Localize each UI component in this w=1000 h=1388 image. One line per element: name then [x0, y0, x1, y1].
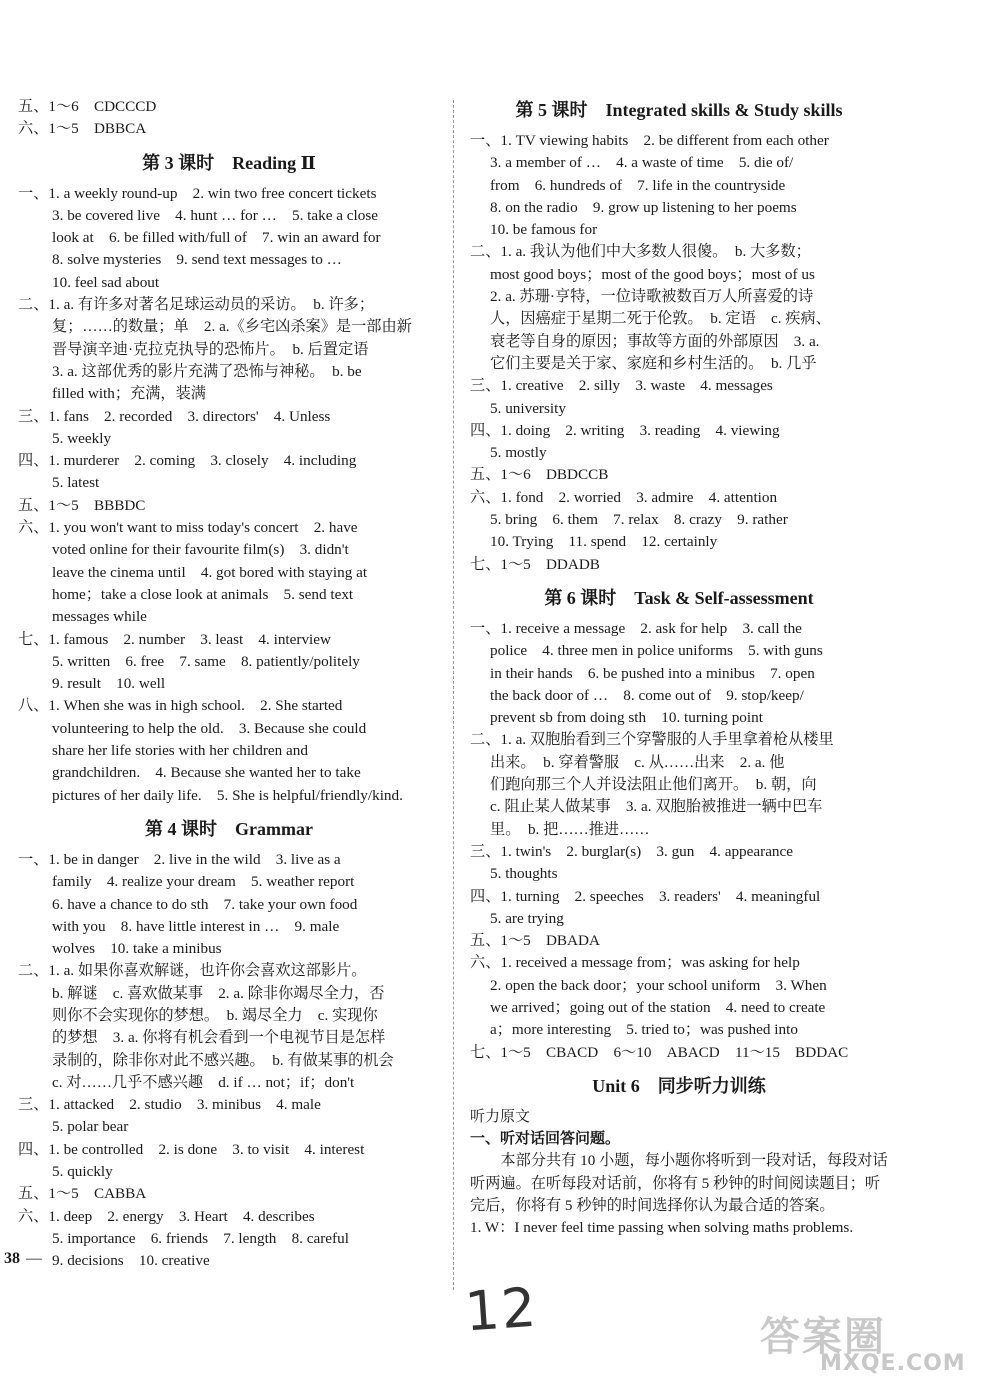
left-lesson-title: 第 4 课时 Grammar	[145, 818, 313, 839]
left-answer-line: 五、1～5 BBBDC	[18, 496, 146, 514]
right-answer-line: 1. W：I never feel time passing when solving maths problems.	[470, 1219, 854, 1237]
left-answer-line: 9. result 10. well	[52, 675, 166, 693]
watermark-url: MXQE.COM	[820, 1351, 966, 1376]
handwritten-mark: 12	[462, 1275, 540, 1344]
left-answer-line: 一、1. be in danger 2. live in the wild 3. live as a	[18, 850, 341, 868]
left-answer-line: 5. latest	[52, 474, 100, 492]
right-answer-line: 五、1～6 DBDCCB	[470, 466, 609, 484]
right-subheading: 一、听对话回答问题。	[470, 1131, 621, 1148]
left-answer-line: 则你不会实现你的梦想。 b. 竭尽全力 c. 实现你	[52, 1006, 378, 1024]
right-answer-line: 里。 b. 把……推进……	[490, 820, 650, 838]
left-answer-line: 3. a. 这部优秀的影片充满了恐怖与神秘。 b. be	[52, 362, 362, 380]
right-answer-line: 二、1. a. 我认为他们中大多数人很傻。 b. 大多数；	[470, 243, 811, 261]
right-answer-line: 出来。 b. 穿着警服 c. 从……出来 2. a. 他	[490, 753, 785, 771]
right-answer-line: 六、1. fond 2. worried 3. admire 4. attention	[470, 488, 778, 506]
right-lesson-title: 第 5 课时 Integrated skills & Study skills	[515, 100, 843, 120]
right-answer-line: 四、1. doing 2. writing 3. reading 4. viewing	[470, 421, 780, 439]
right-answer-line: 2. a. 苏珊·亨特，一位诗歌被数百万人所喜爱的诗	[490, 288, 814, 306]
left-answer-line: 8. solve mysteries 9. send text messages to …	[52, 251, 342, 269]
left-answer-line: b. 解谜 c. 喜欢做某事 2. a. 除非你竭尽全力，否	[52, 984, 385, 1002]
watermark-logo: 答案圈	[760, 1314, 886, 1360]
left-answer-line: messages while	[52, 608, 147, 626]
right-answer-line: 七、1～5 CBACD 6～10 ABACD 11～15 BDDAC	[470, 1043, 849, 1061]
left-answer-line: filled with；充满，装满	[52, 385, 206, 403]
right-answer-line: prevent sb from doing sth 10. turning point	[490, 709, 763, 727]
right-answer-line: police 4. three men in police uniforms 5. with guns	[490, 642, 823, 660]
right-answer-line: 五、1～5 DBADA	[470, 932, 600, 950]
left-answer-line: 的梦想 3. a. 你将有机会看到一个电视节目是怎样	[52, 1029, 386, 1047]
left-answer-line: share her life stories with her children and	[52, 742, 308, 760]
left-answer-line: voted online for their favourite film(s) 3. didn't	[52, 541, 349, 559]
right-answer-line: 衰老等自身的原因；事故等方面的外部原因 3. a.	[490, 332, 820, 350]
right-answer-line: 四、1. turning 2. speeches 3. readers' 4. meaningful	[470, 887, 821, 905]
watermark	[760, 1305, 990, 1385]
left-answer-line: 七、1. famous 2. number 3. least 4. interview	[18, 630, 331, 648]
column-divider	[453, 100, 454, 1290]
page-number	[4, 1250, 42, 1268]
right-answer-line: the back door of … 8. come out of 9. stop/keep/	[490, 686, 804, 704]
left-answer-line: family 4. realize your dream 5. weather report	[52, 873, 355, 891]
right-answer-line: 5. university	[490, 399, 566, 417]
right-column	[470, 96, 888, 1240]
page-number-dash: —	[26, 1250, 42, 1267]
left-answer-line: 五、1～6 CDCCCD	[18, 98, 157, 115]
right-answer-line: 5. bring 6. them 7. relax 8. crazy 9. rather	[490, 511, 788, 529]
right-answer-line: a；more interesting 5. tried to；was pushed into	[490, 1021, 798, 1039]
right-answer-line: 5. are trying	[490, 909, 564, 927]
left-answer-line: 晋导演辛迪·克拉克执导的恐怖片。 b. 后置定语	[52, 340, 369, 358]
right-answer-line: most good boys；most of the good boys；most of us	[490, 265, 815, 283]
left-answer-line: 5. written 6. free 7. same 8. patiently/politely	[52, 652, 360, 670]
left-answer-line: 10. feel sad about	[52, 273, 160, 291]
right-answer-line: 六、1. received a message from；was asking for help	[470, 954, 800, 972]
left-answer-line: leave the cinema until 4. got bored with staying at	[52, 563, 368, 581]
right-answer-line: 8. on the radio 9. grow up listening to her poems	[490, 198, 797, 216]
left-answer-line: wolves 10. take a minibus	[52, 940, 222, 958]
right-answer-line: 10. be famous for	[490, 221, 598, 239]
left-answer-line: 六、1. you won't want to miss today's concert 2. have	[18, 519, 358, 537]
right-answer-line: 10. Trying 11. spend 12. certainly	[490, 533, 718, 551]
right-answer-line: we arrived；going out of the station 4. need to create	[490, 998, 826, 1016]
right-answer-line: 三、1. creative 2. silly 3. waste 4. messages	[470, 377, 773, 395]
right-answer-line: 3. a member of … 4. a waste of time 5. die of/	[490, 154, 794, 172]
left-answer-line: 四、1. murderer 2. coming 3. closely 4. including	[18, 452, 357, 470]
left-answer-line: with you 8. have little interest in … 9. male	[52, 917, 340, 935]
left-answer-line: 三、1. attacked 2. studio 3. minibus 4. male	[18, 1096, 321, 1114]
right-answer-line: 2. open the back door；your school uniform 3. When	[490, 976, 827, 994]
left-answer-line: volunteering to help the old. 3. Because she could	[52, 719, 367, 737]
left-answer-line: 八、1. When she was in high school. 2. She started	[18, 697, 343, 715]
left-column	[18, 96, 440, 1273]
right-answer-line: 5. mostly	[490, 444, 547, 462]
left-answer-line: 5. importance 6. friends 7. length 8. careful	[52, 1229, 349, 1247]
left-answer-line: 5. quickly	[52, 1163, 113, 1181]
left-answer-line: 四、1. be controlled 2. is done 3. to visit 4. interest	[18, 1140, 365, 1158]
right-answer-line: 七、1～5 DDADB	[470, 555, 600, 573]
left-answer-line: 录制的，除非你对此不感兴趣。 b. 有做某事的机会	[52, 1051, 394, 1069]
right-lesson-title: Unit 6 同步听力训练	[592, 1075, 766, 1096]
right-answer-line: 一、1. TV viewing habits 2. be different from each other	[470, 132, 829, 149]
left-answer-line: 六、1～5 DBBCA	[18, 120, 147, 138]
right-lesson-title: 第 6 课时 Task & Self-assessment	[544, 587, 814, 608]
left-answer-line: c. 对……几乎不感兴趣 d. if … not；if；don't	[52, 1073, 355, 1091]
left-answer-line: 复；……的数量；单 2. a.《乡宅凶杀案》是一部由新	[52, 318, 412, 336]
left-answer-line: 六、1. deep 2. energy 3. Heart 4. describes	[18, 1207, 315, 1225]
left-answer-line: home；take a close look at animals 5. send text	[52, 585, 354, 603]
right-answer-line: 们跑向那三个人并设法阻止他们离开。 b. 朝，向	[490, 776, 817, 794]
left-answer-line: 五、1～5 CABBA	[18, 1185, 147, 1203]
left-answer-line: look at 6. be filled with/full of 7. win an award for	[52, 229, 381, 247]
left-answer-line: 二、1. a. 有许多对著名足球运动员的采访。 b. 许多；	[18, 296, 375, 314]
right-answer-line: 一、1. receive a message 2. ask for help 3. call the	[470, 619, 802, 637]
right-answer-line: from 6. hundreds of 7. life in the countryside	[490, 176, 786, 194]
page-number-value: 38	[4, 1250, 20, 1267]
left-answer-line: 三、1. fans 2. recorded 3. directors' 4. Unless	[18, 407, 331, 425]
left-answer-line: 6. have a chance to do sth 7. take your own food	[52, 895, 358, 913]
left-lesson-title: 第 3 课时 Reading Ⅱ	[142, 152, 316, 173]
right-answer-line: c. 阻止某人做某事 3. a. 双胞胎被推进一辆中巴车	[490, 798, 823, 816]
right-answer-line: 二、1. a. 双胞胎看到三个穿警服的人手里拿着枪从楼里	[470, 731, 834, 749]
left-answer-line: 二、1. a. 如果你喜欢解谜，也许你会喜欢这部影片。	[18, 962, 367, 980]
right-answer-line: 人，因癌症于星期二死于伦敦。 b. 定语 c. 疾病、	[490, 310, 831, 328]
left-answer-line: grandchildren. 4. Because she wanted her to take	[52, 764, 361, 782]
right-subheading: 听力原文	[470, 1108, 531, 1125]
left-answer-line: 9. decisions 10. creative	[52, 1252, 210, 1270]
left-answer-line: 3. be covered live 4. hunt … for … 5. take a close	[52, 206, 379, 224]
right-answer-line: in their hands 6. be pushed into a minibus 7. open	[490, 664, 815, 682]
right-answer-line: 5. thoughts	[490, 865, 558, 883]
right-answer-line: 它们主要是关于家、家庭和乡村生活的。 b. 几乎	[490, 354, 817, 372]
right-answer-line: 三、1. twin's 2. burglar(s) 3. gun 4. appearance	[470, 842, 794, 860]
left-answer-line: 5. weekly	[52, 429, 112, 447]
left-answer-line: 一、1. a weekly round-up 2. win two free concert tickets	[18, 184, 377, 202]
right-paragraph: 本部分共有 10 小题，每小题你将听到一段对话，每段对话听两遍。在听每段对话前，你将有 5 秒钟的时间阅读题目；听完后，你将有 5 秒钟的时间选择你认为最合适的答案。	[470, 1152, 888, 1215]
left-answer-line: pictures of her daily life. 5. She is helpful/friendly/kind.	[52, 786, 403, 804]
left-answer-line: 5. polar bear	[52, 1118, 129, 1136]
